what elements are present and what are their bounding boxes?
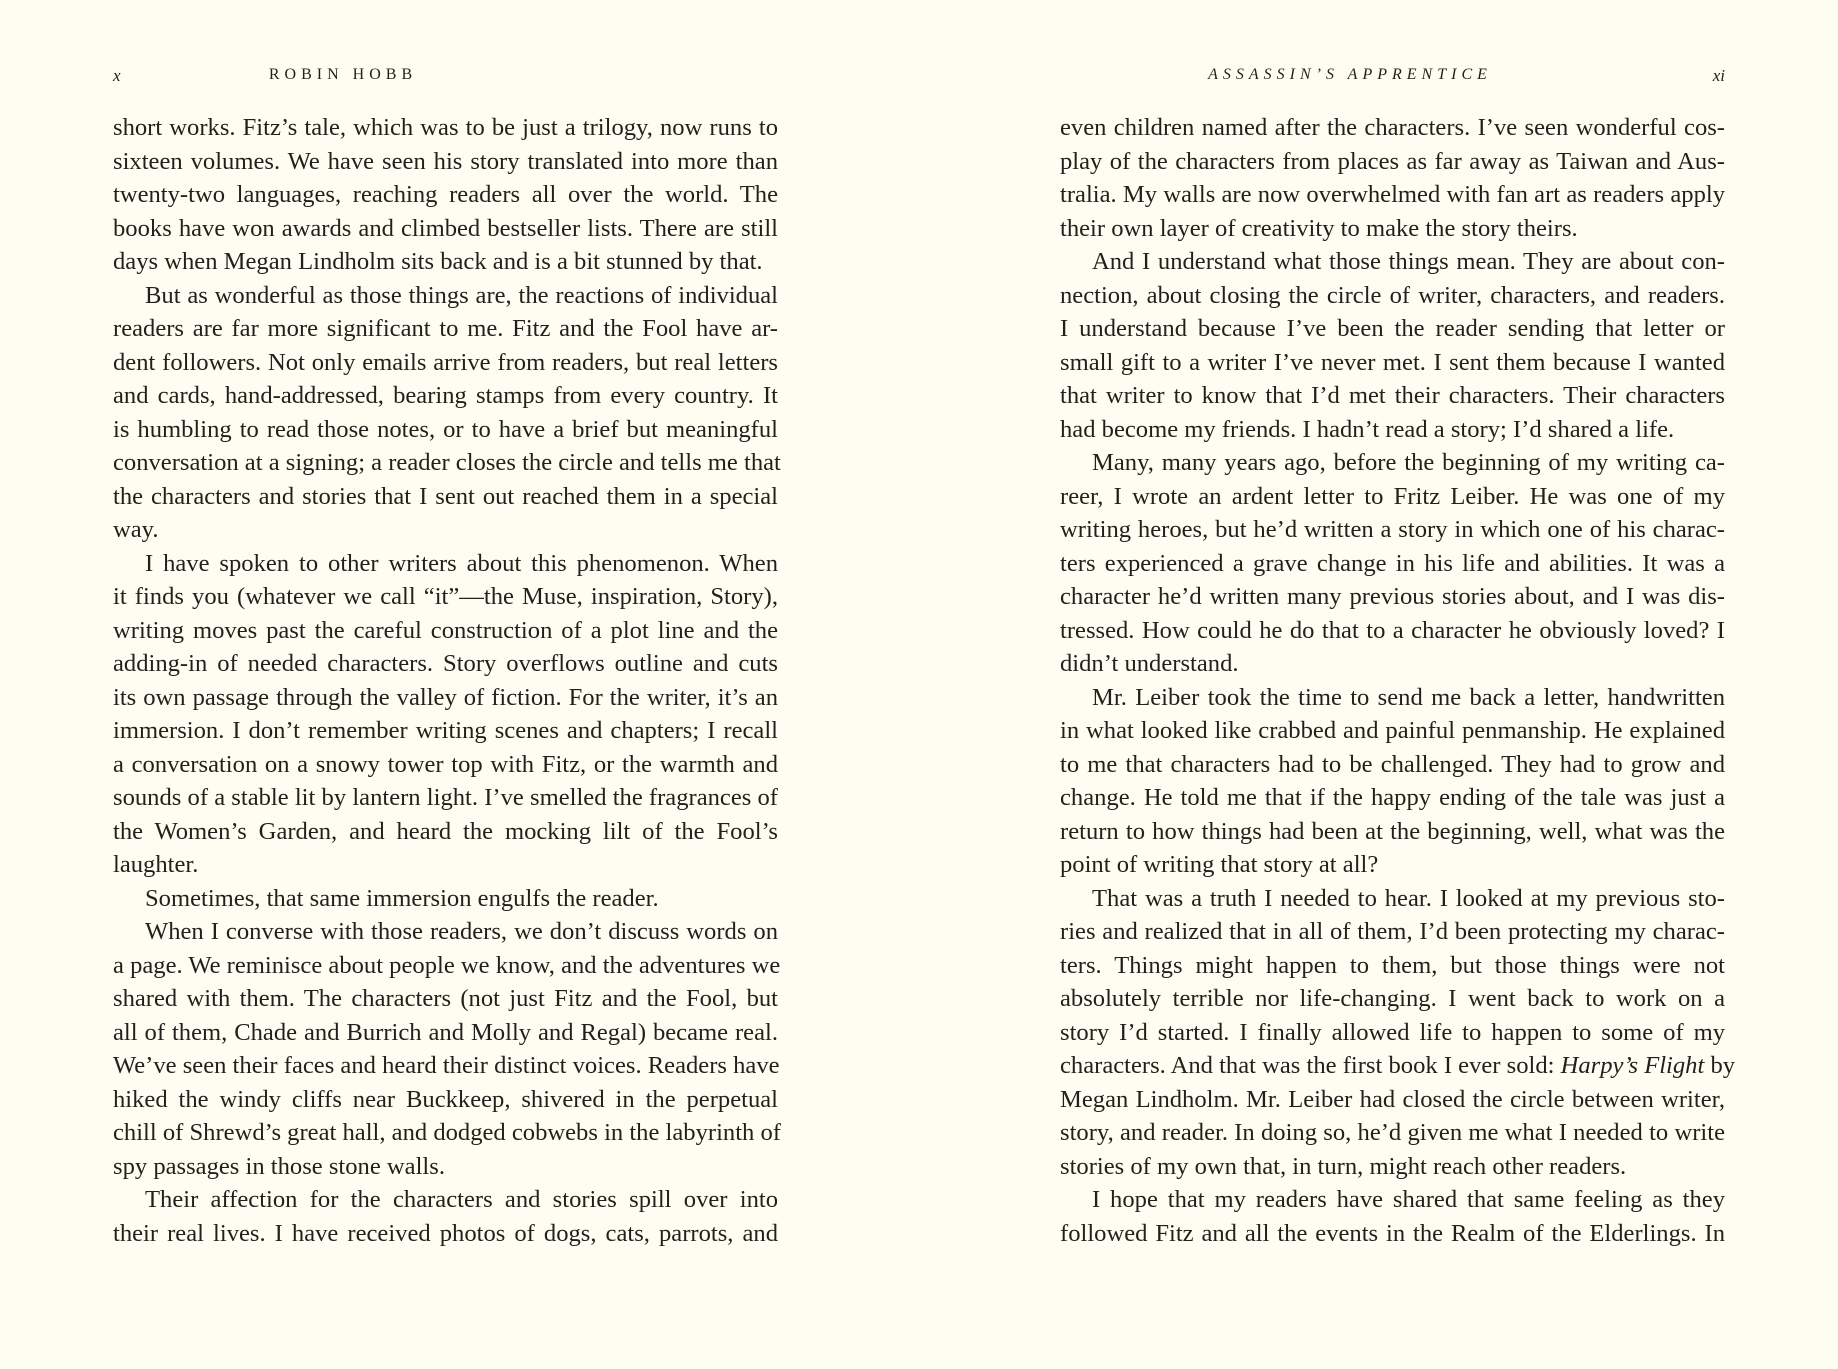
text-line: nection, about closing the circle of writer, characters, and readers. bbox=[1060, 281, 1725, 309]
text-line: conversation at a signing; a reader closes the circle and tells me that bbox=[113, 449, 781, 476]
text-line: change. He told me that if the happy ending of the tale was just a bbox=[1060, 784, 1725, 811]
text-line: the characters and stories that I sent out reached them in a special bbox=[113, 482, 778, 510]
right-running-head bbox=[1060, 66, 1725, 90]
text-line: immersion. I don’t remember writing scenes and chapters; I recall bbox=[113, 717, 778, 744]
text-line: point of writing that story at all? bbox=[1060, 851, 1379, 878]
text-line: We’ve seen their faces and heard their distinct voices. Readers have bbox=[113, 1052, 780, 1079]
text-line: had become my friends. I hadn’t read a story; I’d shared a life. bbox=[1060, 415, 1675, 443]
left-folio: x bbox=[113, 66, 121, 85]
left-body-text bbox=[113, 111, 781, 1250]
text-line: And I understand what those things mean. They are about con- bbox=[1092, 248, 1725, 275]
text-line: adding-in of needed characters. Story overflows outline and cuts bbox=[113, 650, 778, 677]
text-line: to me that characters had to be challenged. They had to grow and bbox=[1060, 750, 1725, 778]
text-line: their real lives. I have received photos of dogs, cats, parrots, and bbox=[113, 1219, 778, 1247]
text-line: tressed. How could he do that to a character he obviously loved? I bbox=[1060, 616, 1725, 644]
text-line: that writer to know that I’d met their characters. Their characters bbox=[1060, 382, 1725, 409]
text-line: and cards, hand-addressed, bearing stamps from every country. It bbox=[113, 382, 778, 409]
text-line: ries and realized that in all of them, I’d been protecting my charac- bbox=[1060, 918, 1725, 945]
text-line: readers are far more significant to me. Fitz and the Fool have ar- bbox=[113, 315, 778, 342]
text-line: followed Fitz and all the events in the Realm of the Elderlings. In bbox=[1060, 1219, 1725, 1247]
text-line: play of the characters from places as far away as Taiwan and Aus- bbox=[1060, 147, 1725, 175]
text-line: Many, many years ago, before the beginning of my writing ca- bbox=[1092, 449, 1725, 476]
text-line: sounds of a stable lit by lantern light. I’ve smelled the fragrances of bbox=[113, 784, 778, 811]
text-line: I have spoken to other writers about this phenomenon. When bbox=[145, 549, 778, 577]
text-line: short works. Fitz’s tale, which was to be just a trilogy, now runs to bbox=[113, 114, 778, 141]
text-line: tralia. My walls are now overwhelmed with fan art as readers apply bbox=[1060, 181, 1725, 208]
left-running-head-author: ROBIN HOBB bbox=[268, 66, 418, 83]
text-line: didn’t understand. bbox=[1060, 650, 1239, 677]
text-line: days when Megan Lindholm sits back and is a bit stunned by that. bbox=[113, 248, 763, 275]
text-line: return to how things had been at the beginning, well, what was the bbox=[1060, 817, 1725, 845]
text-line: But as wonderful as those things are, the reactions of individual bbox=[145, 281, 778, 309]
text-line: Sometimes, that same immersion engulfs the reader. bbox=[145, 884, 659, 912]
text-line: reer, I wrote an ardent letter to Fritz Leiber. He was one of my bbox=[1060, 482, 1725, 510]
text-line: even children named after the characters. I’ve seen wonderful cos- bbox=[1060, 114, 1725, 141]
text-line: Their affection for the characters and stories spill over into bbox=[145, 1186, 778, 1213]
text-line: their own layer of creativity to make the story theirs. bbox=[1060, 214, 1578, 242]
text-line: character he’d written many previous stories about, and I was dis- bbox=[1060, 583, 1725, 610]
text-line: ters. Things might happen to them, but those things were not bbox=[1060, 951, 1725, 979]
text-line: chill of Shrewd’s great hall, and dodged cobwebs in the labyrinth of bbox=[113, 1119, 781, 1146]
text-line: characters. And that was the first book I ever sold: Harpy’s Flight by bbox=[1060, 1052, 1736, 1079]
right-folio: xi bbox=[1712, 66, 1725, 85]
book-title: Harpy’s Flight bbox=[1560, 1052, 1705, 1079]
text-line: small gift to a writer I’ve never met. I sent them because I wanted bbox=[1060, 348, 1725, 376]
left-page bbox=[113, 0, 781, 1369]
text-line: story, and reader. In doing so, he’d given me what I needed to write bbox=[1060, 1119, 1725, 1146]
text-line: story I’d started. I finally allowed life to happen to some of my bbox=[1060, 1018, 1725, 1046]
text-line: is humbling to read those notes, or to have a brief but meaningful bbox=[113, 415, 778, 443]
text-line: spy passages in those stone walls. bbox=[113, 1152, 445, 1180]
text-line: all of them, Chade and Burrich and Molly and Regal) became real. bbox=[113, 1018, 778, 1046]
text-line: the Women’s Garden, and heard the mocking lilt of the Fool’s bbox=[113, 817, 778, 845]
text-line: way. bbox=[113, 516, 159, 543]
text-line: sixteen volumes. We have seen his story translated into more than bbox=[113, 147, 778, 175]
text-line: I understand because I’ve been the reader sending that letter or bbox=[1060, 315, 1725, 342]
text-line: it finds you (whatever we call “it”—the Muse, inspiration, Story), bbox=[113, 583, 778, 610]
text-line: writing heroes, but he’d written a story in which one of his charac- bbox=[1060, 516, 1725, 543]
text-line: its own passage through the valley of fiction. For the writer, it’s an bbox=[113, 683, 778, 711]
text-line: shared with them. The characters (not just Fitz and the Fool, but bbox=[113, 985, 778, 1012]
text-line: a page. We reminisce about people we know, and the adventures we bbox=[113, 951, 781, 979]
text-line: Mr. Leiber took the time to send me back a letter, handwritten bbox=[1092, 683, 1725, 711]
text-line: dent followers. Not only emails arrive from readers, but real letters bbox=[113, 348, 778, 376]
right-body-text bbox=[1060, 111, 1736, 1250]
text-line: That was a truth I needed to hear. I looked at my previous sto- bbox=[1092, 884, 1725, 912]
text-line: ters experienced a grave change in his life and abilities. It was a bbox=[1060, 549, 1725, 577]
text-line: laughter. bbox=[113, 851, 199, 878]
text-line: I hope that my readers have shared that same feeling as they bbox=[1092, 1186, 1725, 1213]
left-running-head bbox=[113, 66, 778, 90]
right-page bbox=[1060, 0, 1736, 1369]
text-line: When I converse with those readers, we don’t discuss words on bbox=[145, 918, 778, 945]
text-line: stories of my own that, in turn, might reach other readers. bbox=[1060, 1152, 1627, 1180]
text-line: a conversation on a snowy tower top with Fitz, or the warmth and bbox=[113, 750, 778, 778]
text-line: twenty-two languages, reaching readers all over the world. The bbox=[113, 181, 778, 208]
text-line: absolutely terrible nor life-changing. I went back to work on a bbox=[1060, 985, 1725, 1012]
text-line: writing moves past the careful construction of a plot line and the bbox=[113, 616, 778, 644]
text-line: books have won awards and climbed bestseller lists. There are still bbox=[113, 214, 778, 242]
text-line: hiked the windy cliffs near Buckkeep, shivered in the perpetual bbox=[113, 1085, 778, 1113]
text-line: Megan Lindholm. Mr. Leiber had closed the circle between writer, bbox=[1060, 1085, 1725, 1113]
text-line: in what looked like crabbed and painful penmanship. He explained bbox=[1060, 717, 1725, 744]
right-running-head-title: ASSASSIN’S APPRENTICE bbox=[1208, 66, 1492, 83]
